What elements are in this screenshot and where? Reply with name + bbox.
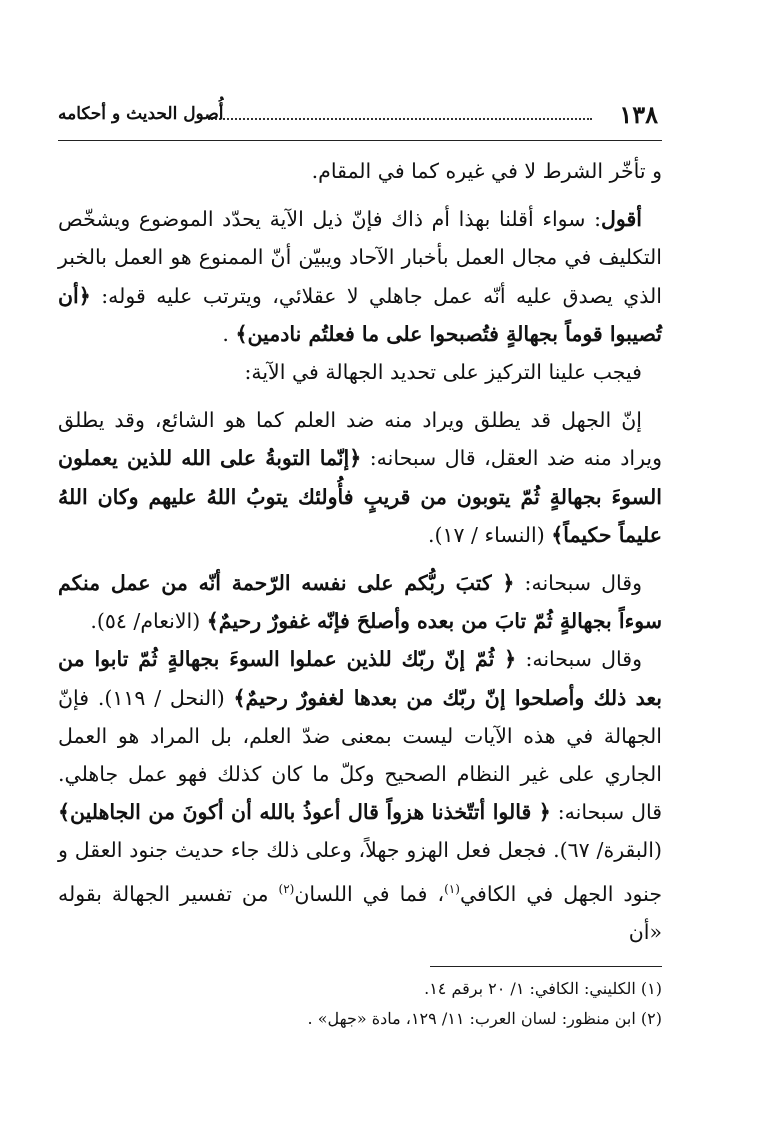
paragraph-3-text: فيجب علينا التركيز على تحديد الجهالة في الآية: xyxy=(244,360,642,385)
quran-verse-4: ﴿ ثُمّ إنّ ربّك للذين عملوا السوءَ بجهالةٍ ثُمّ تابوا من بعد ذلك وأصلحوا إنّ ربّك من بعدها لغفورٌ رحيمٌ﴾ xyxy=(58,647,663,710)
paragraph-4 xyxy=(58,401,662,554)
footnote-rule xyxy=(430,966,662,967)
paragraph-6-rest: فإنّ الجهالة في هذه الآيات ليست بمعنى ضدّ العلم، بل المراد هو العمل الجاري على غير النظام الصحيح وكلّ ما كان كذلك فهو عمل جاهلي. قال سبحانه: xyxy=(58,685,663,825)
header-rule xyxy=(58,140,662,141)
paragraph-6-text: وقال سبحانه: xyxy=(516,647,642,672)
paragraph-2-text: : سواء أقلنا بهذا أم ذاك فإنّ ذيل الآية يحدّد الموضوع ويشخّص التكليف في مجال العمل بأخبار الآحاد ويبيّن أنّ الممنوع هو العمل بالخبر الذي يصدق عليه أنّه عمل جاهلي لا عقلائي، ويترتب عليه قوله: xyxy=(58,207,662,308)
paragraph-2 xyxy=(58,200,662,353)
footnote-2: (٢) ابن منظور: لسان العرب: ١١/ ١٢٩، مادة «جهل» . xyxy=(307,1009,662,1028)
header-dot-leader xyxy=(208,118,592,120)
quran-verse-5: ﴿ قالوا أتتّخذنا هزواً قال أعوذُ بالله أن أكونَ من الجاهلين﴾ xyxy=(58,800,551,825)
footnotes xyxy=(58,974,662,1034)
quran-verse-2: ﴿إنّما التوبةُ على الله للذين يعملون السوءَ بجهالةٍ ثُمّ يتوبون من قريبٍ فأُولئك يتوبُ اللهُ عليهم وكان اللهُ عليماً حكيماً﴾ xyxy=(58,446,662,547)
quran-verse-1: ﴿أن تُصيبوا قوماً بجهالةٍ فتُصبحوا على ما فعلتُم نادمين﴾ xyxy=(58,283,662,346)
paragraph-3 xyxy=(58,353,662,391)
running-header xyxy=(58,96,658,136)
paragraph-5-text: وقال سبحانه: xyxy=(514,571,642,596)
book-title: أُصول الحديث و أحكامه xyxy=(58,104,224,124)
paragraph-2-lead: أقول xyxy=(601,207,642,232)
paragraph-2-end: . xyxy=(222,321,236,346)
paragraph-4-text: إنّ الجهل قد يطلق ويراد منه ضد العلم كما هو الشائع، وقد يطلق ويراد منه ضد العقل، قال سبحانه: xyxy=(58,408,662,471)
paragraph-6 xyxy=(58,640,662,950)
main-text xyxy=(58,152,662,951)
paragraph-6-final: من تفسير الجهالة بقوله «أن xyxy=(58,881,662,944)
page-number: ١٣٨ xyxy=(619,100,658,129)
paragraph-5 xyxy=(58,564,662,640)
paragraph-1 xyxy=(58,152,662,190)
footnote-marker-1[interactable]: (١) xyxy=(444,881,460,896)
quran-ref-4: (النحل / ١١٩). xyxy=(89,685,234,710)
footnote-1: (١) الكليني: الكافي: ١/ ٢٠ برقم ١٤. xyxy=(424,979,662,998)
paragraph-1-text: و تأخّر الشرط لا في غيره كما في المقام. xyxy=(311,159,662,183)
paragraph-6-mid: ، فما في اللسان xyxy=(294,881,445,906)
quran-ref-3: (الانعام/ ٥٤). xyxy=(90,609,207,634)
paragraph-6-end: فجعل فعل الهزو جهلاً، وعلى ذلك جاء حديث جنود العقل و جنود الجهل في الكافي xyxy=(58,838,662,906)
quran-verse-3: ﴿ كتبَ ربُّكم على نفسه الرّحمة أنّه من عمل منكم سوءاً بجهالةٍ ثُمّ تابَ من بعده وأصلحَ فإنّه غفورٌ رحيمٌ﴾ xyxy=(58,571,662,634)
footnote-marker-2[interactable]: (٢) xyxy=(278,881,295,896)
quran-ref-2: (النساء / ١٧). xyxy=(427,522,552,547)
quran-ref-5: (البقرة/ ٦٧). xyxy=(546,838,662,863)
